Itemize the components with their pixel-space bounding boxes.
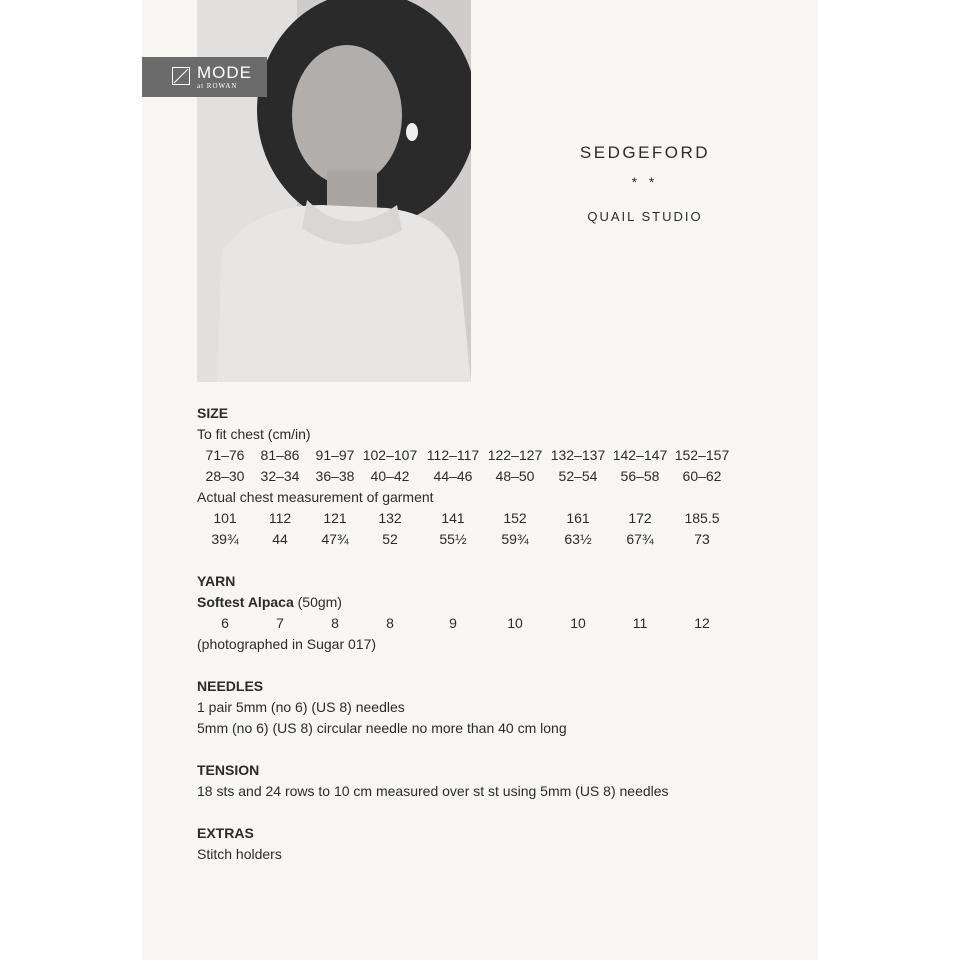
table-cell: 55½	[439, 531, 467, 547]
yarn-heading: YARN	[197, 573, 236, 589]
table-cell: 44	[272, 531, 288, 547]
difficulty-rating: * *	[631, 174, 659, 190]
extras-line: Stitch holders	[197, 846, 282, 862]
table-cell: 7	[276, 615, 284, 631]
tension-line: 18 sts and 24 rows to 10 cm measured over st st using 5mm (US 8) needles	[197, 783, 669, 799]
needles-line-2: 5mm (no 6) (US 8) circular needle no more than 40 cm long	[197, 720, 567, 736]
fit-chest-label: To fit chest (cm/in)	[197, 426, 311, 442]
yarn-name: Softest Alpaca	[197, 594, 294, 610]
pattern-title: SEDGEFORD	[579, 143, 711, 162]
table-cell: 8	[331, 615, 339, 631]
table-cell: 161	[566, 510, 590, 526]
table-cell: 36–38	[315, 468, 355, 484]
logo-brand: MODE	[197, 63, 252, 82]
table-cell: 141	[441, 510, 465, 526]
table-cell: 8	[386, 615, 394, 631]
table-cell: 172	[628, 510, 652, 526]
table-cell: 9	[449, 615, 457, 631]
size-heading: SIZE	[197, 405, 229, 421]
table-cell: 39¾	[211, 531, 239, 547]
logo-sub: at ROWAN	[197, 82, 238, 90]
extras-heading: EXTRAS	[197, 825, 254, 841]
table-cell: 142–147	[612, 447, 668, 463]
table-cell: 48–50	[495, 468, 535, 484]
table-cell: 101	[213, 510, 237, 526]
table-cell: 6	[221, 615, 229, 631]
table-cell: 10	[570, 615, 586, 631]
table-cell: 56–58	[620, 468, 660, 484]
yarn-line	[197, 594, 342, 610]
table-cell: 10	[507, 615, 523, 631]
table-cell: 52	[382, 531, 398, 547]
table-cell: 81–86	[260, 447, 300, 463]
actual-chest-label: Actual chest measurement of garment	[197, 489, 434, 505]
yarn-weight: (50gm)	[293, 594, 342, 610]
table-cell: 47¾	[321, 531, 349, 547]
table-cell: 60–62	[682, 468, 722, 484]
table-cell: 40–42	[370, 468, 410, 484]
table-cell: 44–46	[433, 468, 473, 484]
table-cell: 91–97	[315, 447, 355, 463]
table-cell: 121	[323, 510, 347, 526]
table-cell: 63½	[564, 531, 592, 547]
table-cell: 112	[268, 510, 292, 526]
table-cell: 73	[694, 531, 710, 547]
table-cell: 152–157	[674, 447, 730, 463]
table-cell: 12	[694, 615, 710, 631]
table-cell: 52–54	[558, 468, 598, 484]
table-cell: 122–127	[487, 447, 543, 463]
table-cell: 132–137	[550, 447, 606, 463]
table-cell: 112–117	[426, 447, 480, 463]
designer-name: QUAIL STUDIO	[587, 209, 703, 224]
table-cell: 32–34	[260, 468, 300, 484]
table-cell: 71–76	[205, 447, 245, 463]
mode-at-rowan-logo	[142, 57, 267, 97]
table-cell: 11	[632, 615, 648, 631]
yarn-note: (photographed in Sugar 017)	[197, 636, 377, 652]
table-cell: 102–107	[362, 447, 418, 463]
tension-heading: TENSION	[197, 762, 260, 778]
needles-heading: NEEDLES	[197, 678, 264, 694]
table-cell: 185.5	[684, 510, 720, 526]
table-cell: 67¾	[626, 531, 654, 547]
table-cell: 28–30	[205, 468, 245, 484]
table-cell: 132	[378, 510, 402, 526]
table-cell: 152	[503, 510, 527, 526]
slash-mark-icon	[172, 67, 190, 85]
needles-line-1: 1 pair 5mm (no 6) (US 8) needles	[197, 699, 405, 715]
table-cell: 59¾	[501, 531, 529, 547]
